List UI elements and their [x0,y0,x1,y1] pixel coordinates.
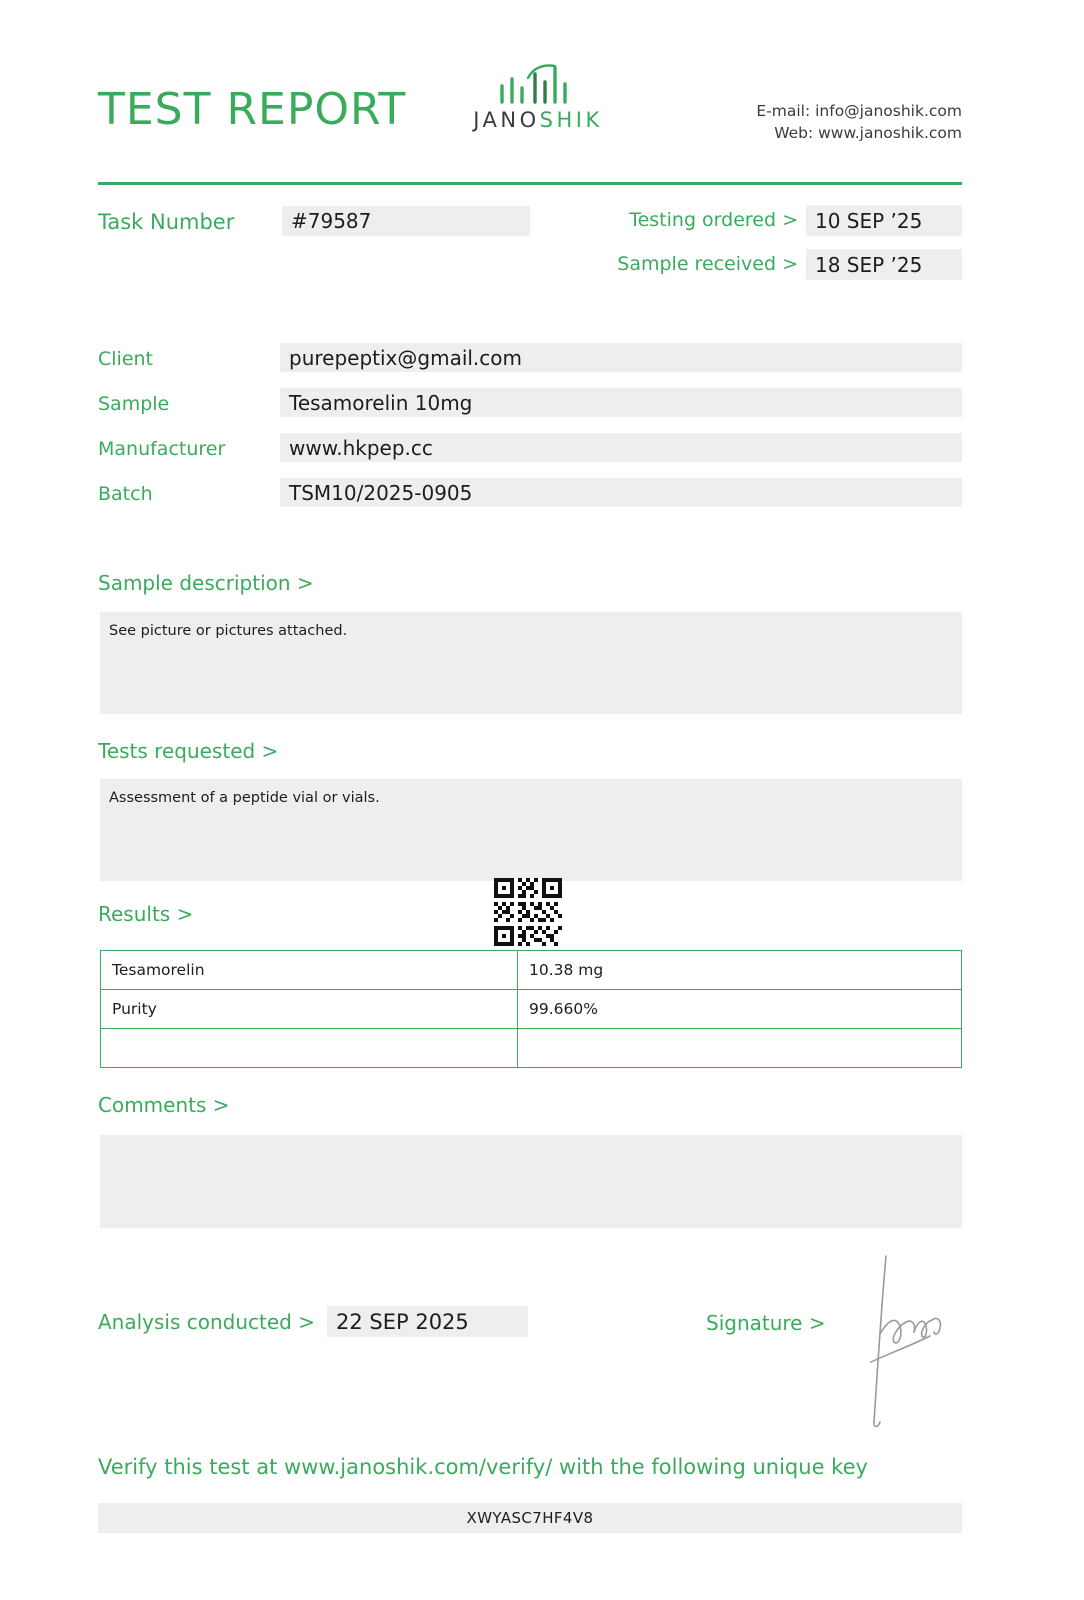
table-row [101,990,962,1029]
brand-name-green: SHIK [539,108,603,132]
contact-email: E-mail: info@janoshik.com [756,102,962,120]
result-name [101,1029,518,1068]
task-number-label: Task Number [98,210,235,234]
results-table [100,950,962,1068]
brand-name [458,108,618,132]
report-sheet [98,0,962,1600]
comments-heading: Comments > [98,1093,230,1117]
verify-instruction: Verify this test at www.janoshik.com/verify/ with the following unique key [98,1455,868,1479]
client-value: purepeptix@gmail.com [280,343,962,372]
verify-key: XWYASC7HF4V8 [98,1503,962,1533]
tests-requested-heading: Tests requested > [98,739,279,763]
signature-icon [858,1250,978,1430]
batch-value: TSM10/2025-0905 [280,478,962,507]
result-value: 99.660% [518,990,962,1029]
result-name: Purity [101,990,518,1029]
qr-code-icon [494,878,562,946]
comments-box [100,1135,962,1228]
sample-received-label: Sample received > [617,253,798,275]
client-label: Client [98,348,154,370]
result-value: 10.38 mg [518,951,962,990]
result-name: Tesamorelin [101,951,518,990]
analysis-conducted-value: 22 SEP 2025 [327,1306,528,1337]
testing-ordered-label: Testing ordered > [629,209,798,231]
table-row [101,1029,962,1068]
sample-description-heading: Sample description > [98,571,314,595]
manufacturer-value: www.hkpep.cc [280,433,962,462]
testing-ordered-value: 10 SEP ’25 [806,205,962,236]
contact-block [756,100,962,144]
tests-requested-box [100,779,962,881]
analysis-conducted-label: Analysis conducted > [98,1310,315,1334]
table-row [101,951,962,990]
tests-requested-text: Assessment of a peptide vial or vials. [109,790,380,806]
manufacturer-label: Manufacturer [98,438,226,460]
result-value [518,1029,962,1068]
sample-value: Tesamorelin 10mg [280,388,962,417]
contact-web: Web: www.janoshik.com [774,124,962,142]
page-title: TEST REPORT [98,84,407,135]
signature-label: Signature > [706,1311,826,1335]
sample-description-box [100,612,962,714]
header-divider [98,182,962,185]
sample-received-value: 18 SEP ’25 [806,249,962,280]
sample-description-text: See picture or pictures attached. [109,623,348,639]
logo-mark-icon [458,62,618,106]
results-heading: Results > [98,902,194,926]
batch-label: Batch [98,483,153,505]
brand-logo [458,62,618,132]
report-header [98,62,962,172]
sample-label: Sample [98,393,170,415]
task-number-value: #79587 [282,206,530,236]
brand-name-dark: JANO [473,108,540,132]
